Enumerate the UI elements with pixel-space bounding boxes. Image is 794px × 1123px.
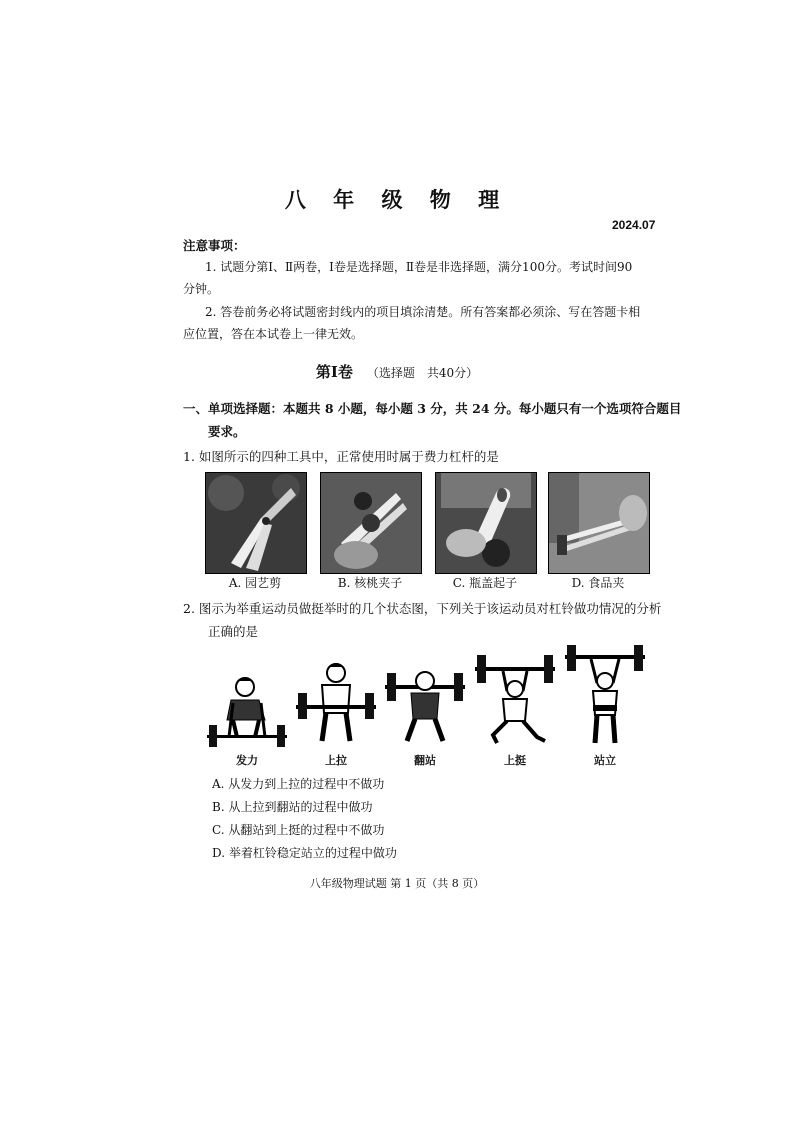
food-tongs-icon	[548, 472, 650, 574]
notes-heading: 注意事项：	[183, 238, 246, 253]
stage-label: 上拉	[325, 754, 347, 767]
question-2-stem-line-2: 正确的是	[208, 624, 259, 639]
section-heading	[0, 361, 794, 382]
nutcracker-icon	[320, 472, 422, 574]
stage-label: 站立	[594, 754, 616, 767]
part-heading-line-2: 要求。	[208, 424, 246, 439]
exam-title: 八 年 级 物 理	[284, 187, 510, 212]
note-item-2-line-1: 2. 答卷前务必将试题密封线内的项目填涂清楚。所有答案都必须涂、写在答题卡相	[205, 305, 641, 319]
part-heading-line-1: 一、单项选择题：本题共 8 小题，每小题 3 分，共 24 分。每小题只有一个选项符合题目	[183, 401, 682, 416]
stage-label: 发力	[236, 754, 258, 767]
garden-shears-icon	[205, 472, 307, 574]
note-item-1-line-2: 分钟。	[183, 282, 220, 296]
lifter-stand-icon	[565, 645, 645, 750]
section-title: 第Ⅰ卷	[315, 363, 353, 381]
q2-option-a: A. 从发力到上拉的过程中不做功	[212, 777, 385, 791]
option-d-label: D. 食品夹	[571, 576, 625, 590]
bottle-opener-icon	[435, 472, 537, 574]
option-a-label: A. 园艺剪	[228, 576, 282, 590]
lifter-clean-icon	[385, 645, 465, 750]
lifter-lift-icon	[296, 645, 376, 750]
option-b-label: B. 核桃夹子	[337, 576, 403, 590]
stage-label: 上挺	[504, 754, 526, 767]
option-c-label: C. 瓶盖起子	[452, 576, 518, 590]
lifter-jerk-icon	[475, 645, 555, 750]
q2-option-d: D. 举着杠铃稳定站立的过程中做功	[212, 846, 397, 860]
q2-option-b: B. 从上拉到翻站的过程中做功	[212, 800, 373, 814]
note-item-2-line-2: 应位置，答在本试卷上一律无效。	[183, 327, 364, 341]
section-subtitle: （选择题 共40分）	[366, 366, 479, 380]
lifter-pull-icon	[207, 645, 287, 750]
stage-label: 翻站	[414, 754, 436, 767]
note-item-1-line-1: 1. 试题分第Ⅰ、Ⅱ两卷，Ⅰ卷是选择题，Ⅱ卷是非选择题，满分100分。考试时间90	[205, 260, 633, 274]
question-1-stem: 1. 如图所示的四种工具中，正常使用时属于费力杠杆的是	[183, 449, 499, 464]
question-2-stem-line-1: 2. 图示为举重运动员做挺举时的几个状态图，下列关于该运动员对杠铃做功情况的分析	[183, 601, 662, 616]
page-footer: 八年级物理试题 第 1 页（共 8 页）	[309, 877, 485, 890]
exam-date: 2024.07	[612, 218, 656, 232]
q2-option-c: C. 从翻站到上挺的过程中不做功	[212, 823, 385, 837]
